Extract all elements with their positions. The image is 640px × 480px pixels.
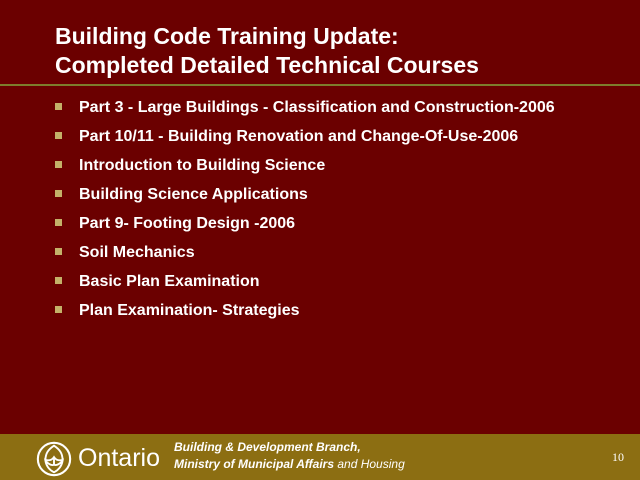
square-bullet-icon (55, 190, 62, 197)
organization-label (174, 439, 405, 473)
title-divider (0, 84, 640, 86)
square-bullet-icon (55, 103, 62, 110)
ministry-name: Ministry of Municipal Affairs (174, 457, 335, 471)
bullet-item (55, 127, 615, 146)
bullet-text: Building Science Applications (79, 186, 308, 203)
bullet-text: Part 3 - Large Buildings - Classification and Construction-2006 (79, 99, 555, 116)
footer-bar (0, 434, 640, 480)
bullet-item (55, 214, 615, 233)
ministry-name-suffix: and Housing (334, 457, 405, 471)
bullet-text: Basic Plan Examination (79, 273, 260, 290)
bullet-text: Plan Examination- Strategies (79, 302, 300, 319)
slide-title-line-2: Completed Detailed Technical Courses (55, 52, 479, 78)
bullet-item (55, 301, 615, 320)
square-bullet-icon (55, 219, 62, 226)
organization-line-1: Building & Development Branch, (174, 440, 361, 454)
square-bullet-icon (55, 277, 62, 284)
square-bullet-icon (55, 161, 62, 168)
bullet-item (55, 185, 615, 204)
course-bullet-list (55, 98, 615, 330)
bullet-item (55, 98, 615, 117)
square-bullet-icon (55, 248, 62, 255)
bullet-text: Part 9- Footing Design -2006 (79, 215, 296, 232)
page-number: 10 (612, 450, 624, 464)
bullet-item (55, 243, 615, 262)
bullet-text: Introduction to Building Science (79, 157, 326, 174)
bullet-text: Soil Mechanics (79, 244, 195, 261)
organization-line-2 (174, 456, 405, 473)
ontario-trillium-icon (35, 440, 73, 478)
square-bullet-icon (55, 132, 62, 139)
bullet-text: Part 10/11 - Building Renovation and Change-Of-Use-2006 (79, 128, 519, 145)
slide-title (55, 22, 615, 80)
slide-title-line-1: Building Code Training Update: (55, 23, 399, 49)
bullet-item (55, 156, 615, 175)
bullet-item (55, 272, 615, 291)
ontario-wordmark: Ontario (78, 444, 160, 472)
square-bullet-icon (55, 306, 62, 313)
